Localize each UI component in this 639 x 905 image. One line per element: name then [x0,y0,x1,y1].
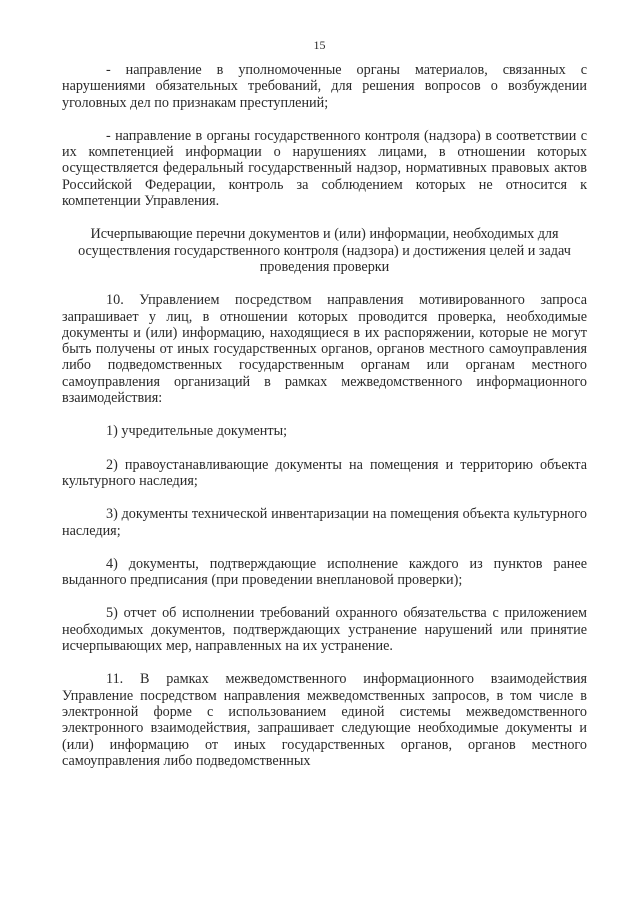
list-item-2: 2) правоустанавливающие документы на помещения и территорию объекта культурного наследия; [62,456,587,489]
section-heading: Исчерпывающие перечни документов и (или) информации, необходимых для осуществления государственного контроля (надзора) и достижения целей и задач проведения проверки [78,226,571,275]
list-item-5: 5) отчет об исполнении требований охранного обязательства с приложением необходимых документов, подтверждающих устранение нарушений или принятие исчерпывающих мер, направленных на их устранение. [62,605,587,655]
list-item-4: 4) документы, подтверждающие исполнение каждого из пунктов ранее выданного предписания (при проведении внеплановой проверки); [62,555,587,589]
paragraph-item-11: 11. В рамках межведомственного информационного взаимодействия Управление посредством направления межведомственных запросов, в том числе в электронной форме с использованием единой системы межведомственного электронного взаимодействия, запрашивает следующие необходимые документы и (или) информацию от иных государственных органов, органов местного самоуправления либо подведомственных [62,671,587,769]
page-body [62,62,587,769]
list-item-1: 1) учредительные документы; [106,423,288,440]
paragraph-referral-control-bodies: - направление в органы государственного контроля (надзора) в соответствии с их компетенцией информации о нарушениях лицами, в отношении которых осуществляется федеральный государственный надзор, нормативных правовых актов Российской Федерации, контроль за соблюдением которых не относится к компетенции Управления. [62,127,587,210]
paragraph-referral-criminal: - направление в уполномоченные органы материалов, связанных с нарушениями обязательных требований, для решения вопросов о возбуждении уголовных дел по признакам преступлений; [62,62,587,111]
list-item-3: 3) документы технической инвентаризации на помещения объекта культурного наследия; [62,506,587,539]
paragraph-item-10: 10. Управлением посредством направления мотивированного запроса запрашивает у лиц, в отношении которых проводится проверка, необходимые документы и (или) информацию, находящиеся в их распоряжении, которые не могут быть получены от иных государственных органов, органов местного самоуправления либо подведомственных государственным органам или органам местного самоуправления организаций в рамках межведомственного информационного взаимодействия: [62,292,587,407]
page-number: 15 [313,38,326,52]
